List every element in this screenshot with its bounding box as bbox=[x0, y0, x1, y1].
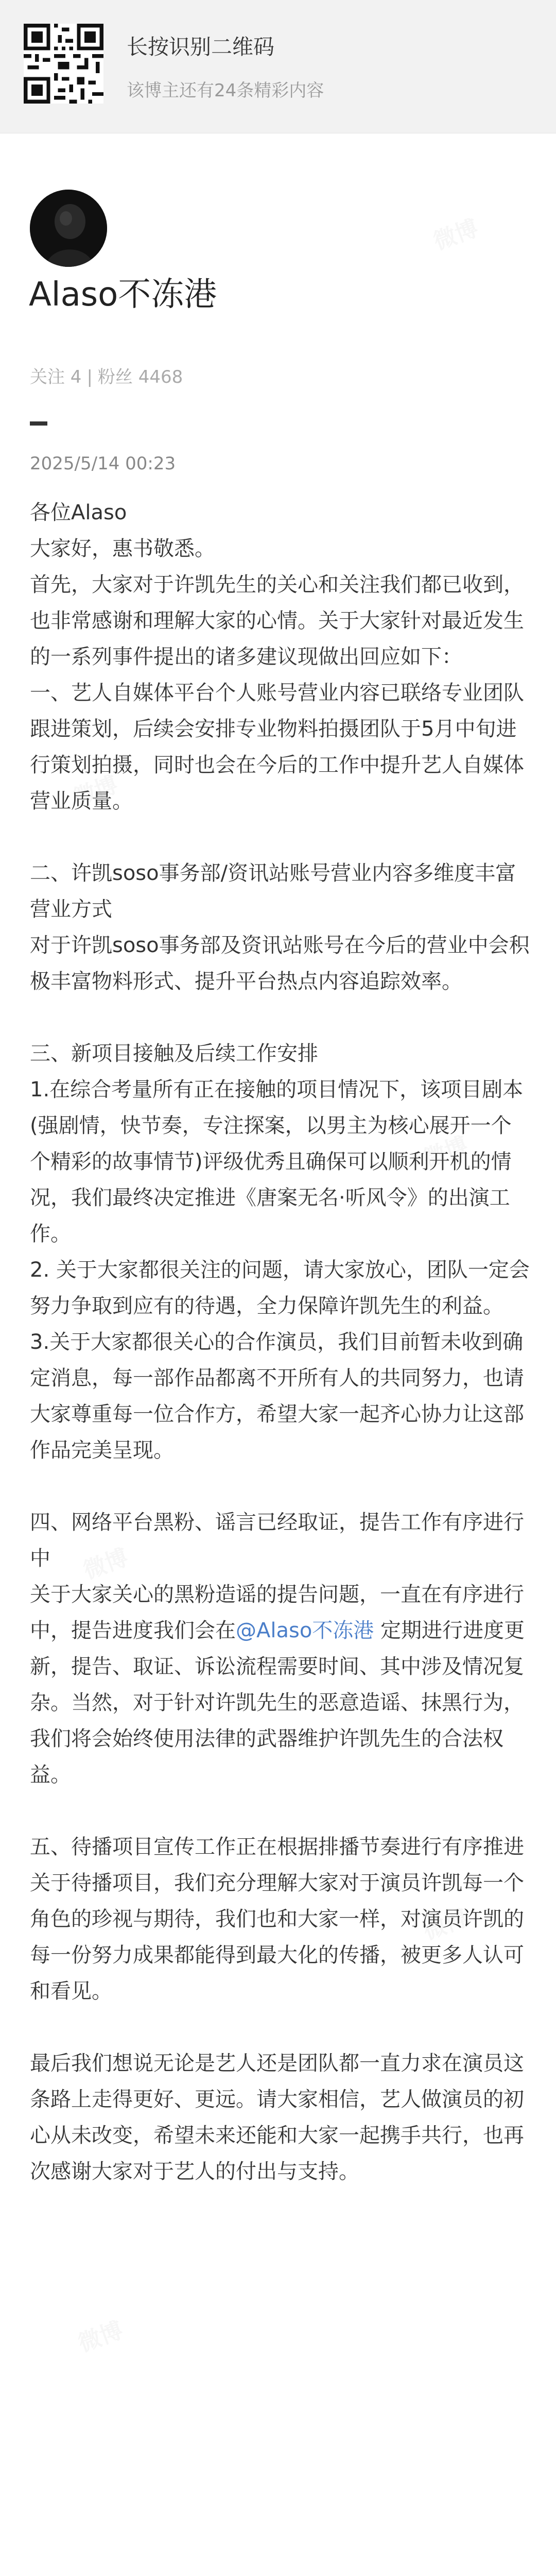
follow-count[interactable]: 关注 4 bbox=[30, 367, 82, 387]
follow-stats bbox=[30, 363, 183, 388]
banner-subtitle: 该博主还有24条精彩内容 bbox=[127, 80, 324, 101]
fans-count[interactable]: 粉丝 4468 bbox=[97, 367, 183, 387]
post-paragraph: 1.在综合考量所有正在接触的项目情况下，该项目剧本(强剧情，快节奏，专注探案，以男主为核心展开一个个精彩的故事情节)评级优秀且确保可以顺利开机的情况，我们最终决定推进《唐案无名·听风令》的出演工作。 bbox=[30, 1078, 524, 1246]
watermark bbox=[73, 2312, 127, 2358]
title-underline bbox=[30, 421, 47, 426]
post-paragraph: 对于许凯soso事务部及资讯站账号在今后的营业中会积极丰富物料形式、提升平台热点内容追踪效率。 bbox=[30, 934, 530, 993]
watermark bbox=[428, 210, 482, 256]
paragraph-gap bbox=[30, 1468, 532, 1504]
post-paragraph: 大家好，惠书敬悉。 bbox=[30, 537, 215, 561]
section4-text-1: 关于大家关心的黑粉造谣的提告问题，一直在有序进行中，提告进度我们会在 bbox=[30, 1583, 524, 1642]
section-heading: 三、新项目接触及后续工作安排 bbox=[30, 1042, 318, 1065]
banner-title: 长按识别二维码 bbox=[127, 35, 274, 59]
section-heading: 五、待播项目宣传工作正在根据排播节奏进行有序推进 bbox=[30, 1835, 524, 1859]
post-paragraph: 一、艺人自媒体平台个人账号营业内容已联络专业团队跟进策划，后续会安排专业物料拍摄团队于5月中旬进行策划拍摄，同时也会在今后的工作中提升艺人自媒体营业质量。 bbox=[30, 681, 524, 813]
post-paragraph: 各位Alaso bbox=[30, 501, 127, 524]
post-paragraph-section4 bbox=[30, 1577, 532, 1793]
post-time: 2025/5/14 00:23 bbox=[30, 453, 176, 474]
qr-code-icon[interactable] bbox=[24, 24, 103, 104]
section4-text-2: 定期进行进度更新，提告、取证、诉讼流程需要时间、其中涉及情况复杂。当然，对于针对许凯先生的恶意造谣、抹黑行为，我们将会始终使用法律的武器维护许凯先生的合法权益。 bbox=[30, 1619, 525, 1787]
post-paragraph: 3.关于大家都很关心的合作演员，我们目前暂未收到确定消息，每一部作品都离不开所有人的共同努力，也请大家尊重每一位合作方，希望大家一起齐心协力让这部作品完美呈现。 bbox=[30, 1330, 524, 1462]
post-body bbox=[30, 495, 532, 2190]
post-paragraph: 关于待播项目，我们充分理解大家对于演员许凯每一个角色的珍视与期待，我们也和大家一样，对演员许凯的每一份努力成果都能得到最大化的传播，被更多人认可和看见。 bbox=[30, 1871, 524, 2003]
qr-banner bbox=[0, 0, 556, 133]
avatar[interactable] bbox=[30, 190, 107, 267]
post-paragraph: 最后我们想说无论是艺人还是团队都一直力求在演员这条路上走得更好、更远。请大家相信，艺人做演员的初心从未改变，希望未来还能和大家一起携手共行，也再次感谢大家对于艺人的付出与支持。 bbox=[30, 2052, 524, 2183]
section-heading: 二、许凯soso事务部/资讯站账号营业内容多维度丰富营业方式 bbox=[30, 861, 516, 921]
author-name[interactable]: Alaso不冻港 bbox=[29, 276, 217, 314]
paragraph-gap bbox=[30, 1793, 532, 1829]
paragraph-gap bbox=[30, 2009, 532, 2045]
section-heading: 四、网络平台黑粉、谣言已经取证，提告工作有序进行中 bbox=[30, 1511, 524, 1570]
post-paragraph: 首先，大家对于许凯先生的关心和关注我们都已收到，也非常感谢和理解大家的心情。关于大家针对最近发生的一系列事件提出的诸多建议现做出回应如下： bbox=[30, 573, 524, 669]
stats-separator: | bbox=[86, 367, 93, 387]
paragraph-gap bbox=[30, 819, 532, 855]
paragraph-gap bbox=[30, 999, 532, 1036]
post-paragraph: 2. 关于大家都很关注的问题，请大家放心，团队一定会努力争取到应有的待遇，全力保障许凯先生的利益。 bbox=[30, 1258, 530, 1318]
mention-link[interactable]: @Alaso不冻港 bbox=[236, 1619, 374, 1642]
